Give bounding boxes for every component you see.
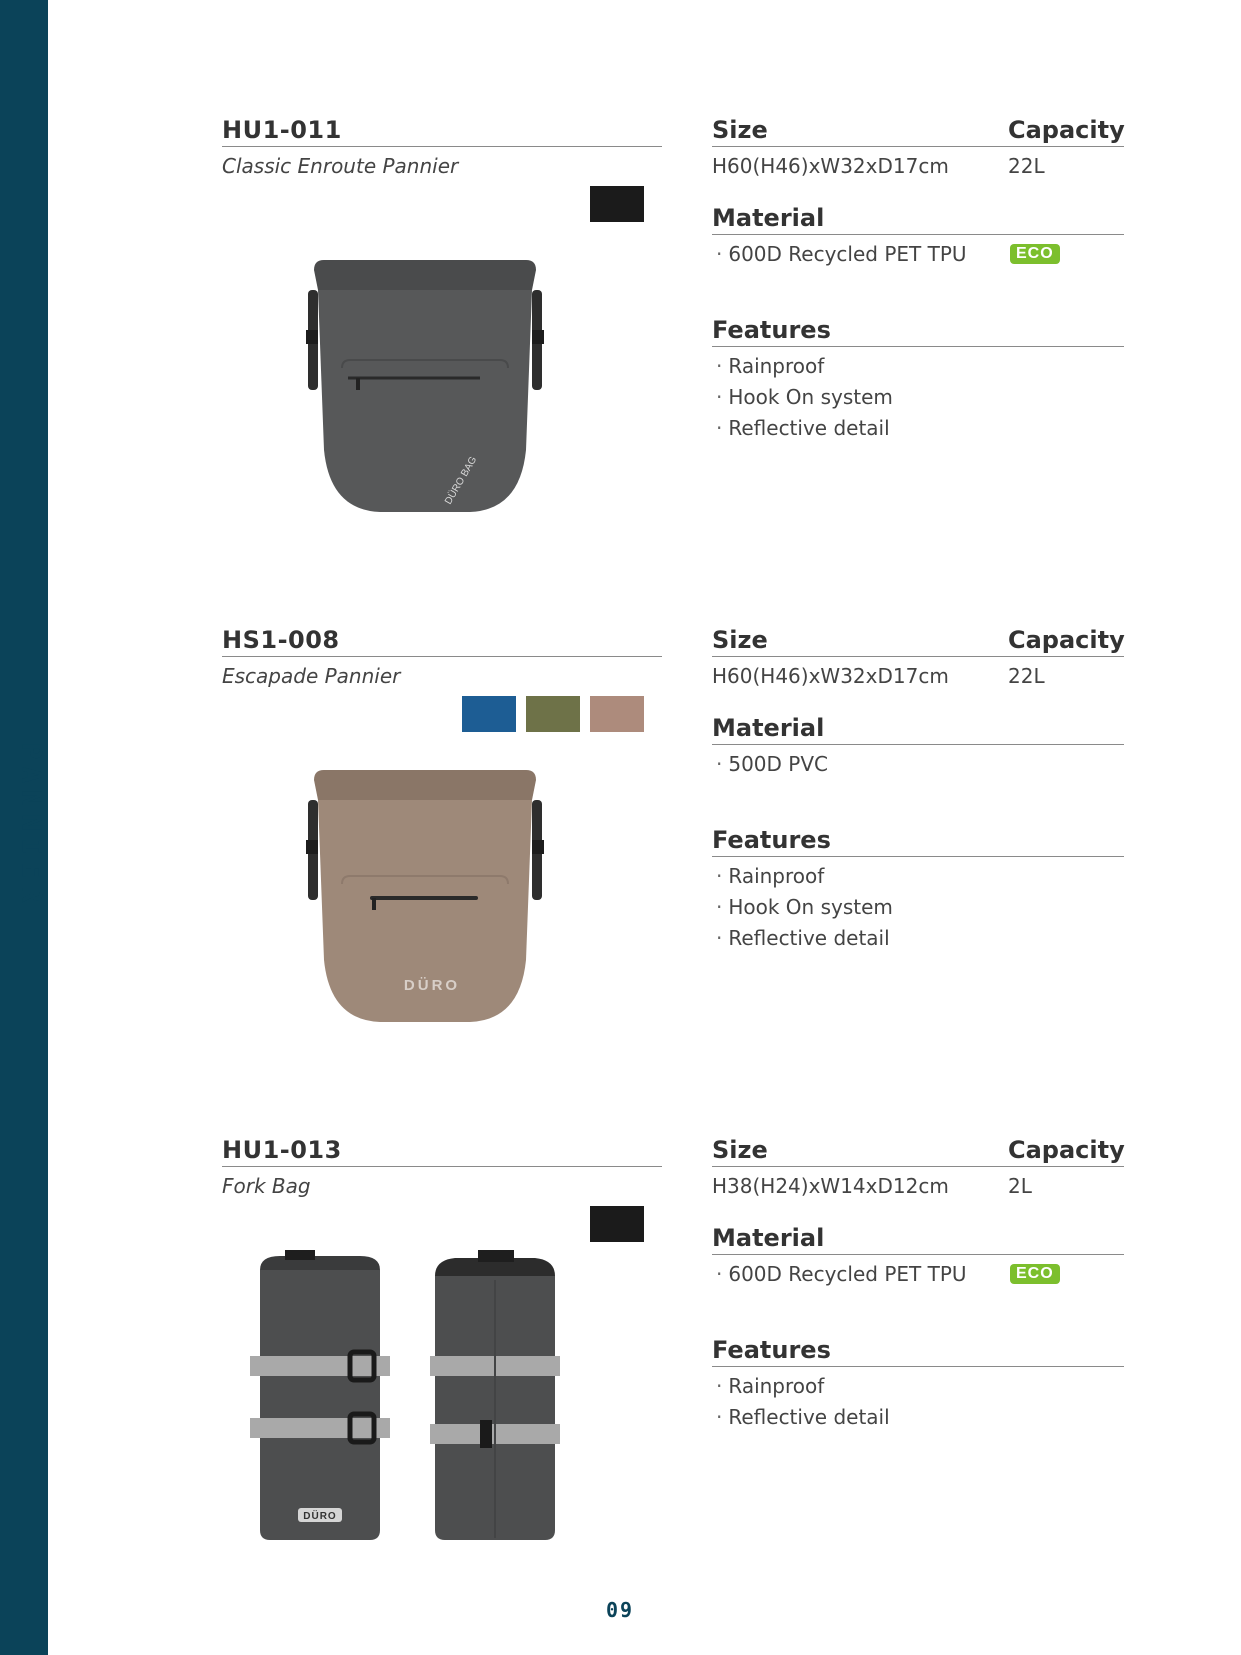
product-hu1-013 (0, 1130, 1241, 1630)
features-heading: Features (712, 1336, 1124, 1367)
product-hs1-008 (0, 620, 1241, 1120)
capacity-value: 22L (1008, 154, 1045, 178)
color-swatch (526, 696, 580, 732)
features-heading: Features (712, 316, 1124, 347)
feature-item: · Hook On system (716, 385, 893, 409)
features-list (716, 1374, 890, 1436)
color-swatch (590, 696, 644, 732)
color-swatch (590, 1206, 644, 1242)
color-swatches (590, 186, 644, 222)
product-name: Classic Enroute Pannier (222, 154, 459, 178)
size-value: H60(H46)xW32xD17cm (712, 154, 949, 178)
material-value: · 500D PVC (716, 752, 828, 776)
color-swatch (590, 186, 644, 222)
size-heading: Size (712, 1136, 1124, 1167)
capacity-heading: Capacity (1008, 1136, 1125, 1164)
feature-item: · Reflective detail (716, 926, 890, 950)
capacity-value: 2L (1008, 1174, 1032, 1198)
material-heading: Material (712, 714, 1124, 745)
product-code: HU1-011 (222, 116, 662, 147)
brand-logo: DÜRO (303, 1511, 337, 1522)
features-heading: Features (712, 826, 1124, 857)
page-number: 09 (605, 1598, 635, 1622)
size-value: H38(H24)xW14xD12cm (712, 1174, 949, 1198)
category-label: PANNIER (15, 742, 49, 910)
material-value: · 600D Recycled PET TPU (716, 242, 967, 266)
fork-bag-image (250, 1250, 600, 1550)
size-heading: Size (712, 116, 1124, 147)
pannier-image (300, 250, 550, 550)
material-heading: Material (712, 204, 1124, 235)
size-heading: Size (712, 626, 1124, 657)
feature-item: · Reflective detail (716, 1405, 890, 1429)
brand-logo: DÜRO (403, 977, 461, 994)
product-code: HS1-008 (222, 626, 662, 657)
features-list (716, 354, 893, 447)
product-name: Escapade Pannier (222, 664, 401, 688)
feature-item: · Hook On system (716, 895, 893, 919)
color-swatch (462, 696, 516, 732)
material-heading: Material (712, 1224, 1124, 1255)
material-value: · 600D Recycled PET TPU (716, 1262, 967, 1286)
eco-badge: ECO (1010, 244, 1060, 264)
color-swatches (590, 1206, 644, 1242)
feature-item: · Reflective detail (716, 416, 890, 440)
capacity-heading: Capacity (1008, 626, 1125, 654)
capacity-heading: Capacity (1008, 116, 1125, 144)
feature-item: · Rainproof (716, 354, 825, 378)
brand-logo: DÜRO BAG (443, 454, 480, 507)
product-code: HU1-013 (222, 1136, 662, 1167)
features-list (716, 864, 893, 957)
pannier-image (300, 760, 550, 1060)
capacity-value: 22L (1008, 664, 1045, 688)
feature-item: · Rainproof (716, 864, 825, 888)
color-swatches (462, 696, 644, 732)
eco-badge: ECO (1010, 1264, 1060, 1284)
feature-item: · Rainproof (716, 1374, 825, 1398)
product-name: Fork Bag (222, 1174, 311, 1198)
size-value: H60(H46)xW32xD17cm (712, 664, 949, 688)
product-hu1-011 (0, 110, 1241, 610)
